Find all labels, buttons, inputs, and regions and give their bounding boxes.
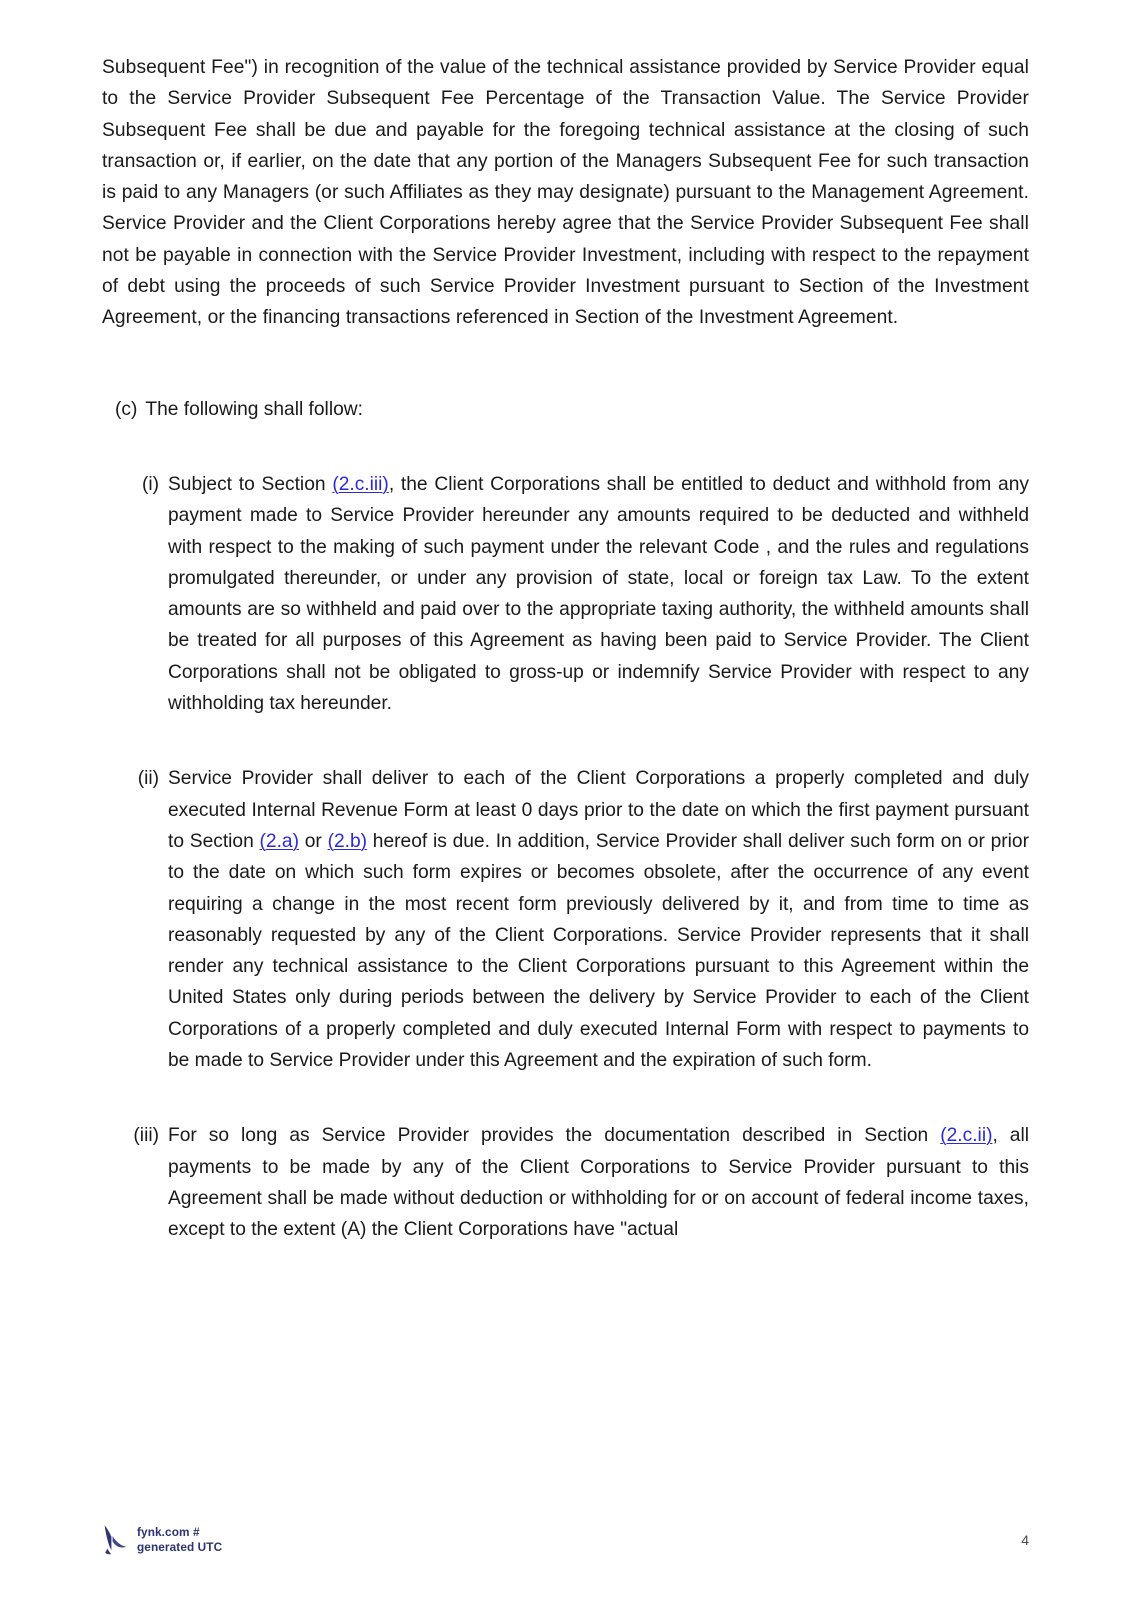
item-ii-text: [168, 763, 1029, 1076]
section-xref-2-c-ii-link[interactable]: (2.c.ii): [940, 1125, 993, 1147]
section-xref-2-a-link[interactable]: (2.a): [259, 830, 299, 852]
brand-block[interactable]: [102, 1524, 222, 1556]
brand-text: [137, 1525, 222, 1556]
brand-line-2: generated UTC: [137, 1540, 223, 1554]
footer-inner: [102, 1480, 1029, 1600]
clause-c-text: The following shall follow:: [145, 398, 363, 420]
item-iii-text-before-link: For so long as Service Provider provides the documentation described in Section: [168, 1125, 941, 1147]
brand-line-1[interactable]: fynk.com #: [137, 1524, 200, 1539]
page-footer: [0, 1480, 1131, 1600]
item-i-text: [168, 469, 1029, 719]
item-iii-text-after-link: , all payments to be made by any of the Client Corporations to Service Provider pursuant to this Agreement shall be made without deduction or withholding for or on account of federal income taxes, except to the extent (A) the Client Corporations have "actual: [168, 1125, 1029, 1241]
item-ii-text-part2: or: [298, 830, 328, 852]
item-i-marker: (i): [141, 473, 159, 495]
item-iii-marker: (iii): [133, 1125, 159, 1147]
item-ii-text-part1: Service Provider shall deliver to each of the Client Corporations a properly completed and duly executed Internal Revenue Form at least 0 days prior to the date on which the first payment pursuant to Section: [168, 768, 1029, 852]
item-iii-text: [168, 1120, 1029, 1245]
fynk-bird-logo-icon: [102, 1524, 128, 1556]
item-i-text-before-link: Subject to Section: [168, 473, 333, 495]
section-xref-2-c-iii-link[interactable]: (2.c.iii): [332, 473, 389, 495]
clause-c-marker: (c): [115, 398, 138, 420]
item-ii-text-part3: hereof is due. In addition, Service Provider shall deliver such form on or prior to the date on which such form expires or becomes obsolete, after the occurrence of any event requiring a change in the most recent form previously delivered by it, and from time to time as reasonably requested by any of the Client Corporations. Service Provider represents that it shall render any technical assistance to the Client Corporations pursuant to this Agreement within the United States only during periods between the delivery by Service Provider to each of the Client Corporations of a properly completed and duly executed Internal Form with respect to payments to be made to Service Provider under this Agreement and the expiration of such form.: [168, 830, 1029, 1072]
page-number: 4: [1021, 1532, 1029, 1548]
item-ii: [116, 763, 1029, 1076]
item-i-text-after-link: , the Client Corporations shall be entitled to deduct and withhold from any payment made to Service Provider hereunder any amounts required to be deducted and withheld with respect to the making of such payment under the relevant Code , and the rules and regulations promulgated thereunder, or under any provision of state, local or foreign tax Law. To the extent amounts are so withheld and paid over to the appropriate taxing authority, the withheld amounts shall be treated for all purposes of this Agreement as having been paid to Service Provider. The Client Corporations shall not be obligated to gross-up or indemnify Service Provider with respect to any withholding tax hereunder.: [168, 473, 1029, 715]
section-xref-2-b-link[interactable]: (2.b): [327, 830, 368, 852]
lead-paragraph: Subsequent Fee") in recognition of the value of the technical assistance provided by Service Provider equal to the Service Provider Subsequent Fee Percentage of the Transaction Value. The Service Provider Subsequent Fee shall be due and payable for the foregoing technical assistance at the closing of such transaction or, if earlier, on the date that any portion of the Managers Subsequent Fee for such transaction is paid to any Managers (or such Affiliates as they may designate) pursuant to the Management Agreement. Service Provider and the Client Corporations hereby agree that the Service Provider Subsequent Fee shall not be payable in connection with the Service Provider Investment, including with respect to the repayment of debt using the proceeds of such Service Provider Investment pursuant to Section of the Investment Agreement, or the financing transactions referenced in Section of the Investment Agreement.: [102, 57, 1029, 329]
item-iii: [116, 1120, 1029, 1245]
item-i: [116, 469, 1029, 719]
item-ii-marker: (ii): [137, 768, 159, 790]
clause-c: [102, 394, 1029, 425]
